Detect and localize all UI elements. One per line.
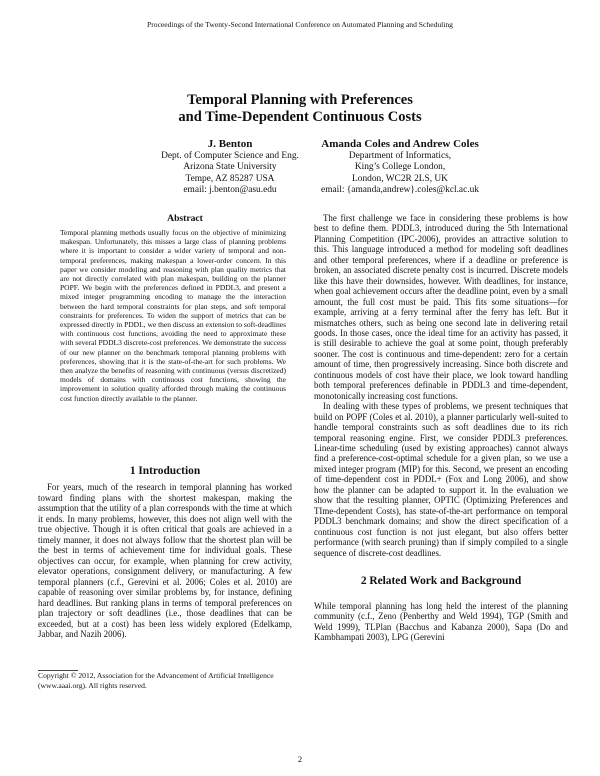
- author-name: Amanda Coles and Andrew Coles: [321, 138, 479, 150]
- paper-title: [0, 92, 600, 126]
- title-line-2: and Time-Dependent Continuous Costs: [178, 109, 422, 125]
- related-work-paragraph: While temporal planning has long held the interest of the planning community (c.f., Zeno (Penberthy and Weld 1994), TGP (Smith and Weld 1999), TLPlan (Bacchus and Kabanza 2000), Sapa (Do and Kambhampati 2003), LPG (Gerevini: [314, 600, 568, 643]
- proceedings-header: Proceedings of the Twenty-Second International Conference on Automated Planning and Scheduling: [147, 20, 453, 29]
- author-email: email: {amanda,andrew}.coles@kcl.ac.uk: [321, 185, 479, 196]
- author-block-2: [290, 138, 510, 197]
- page-number: 2: [297, 754, 303, 764]
- author-email: email: j.benton@asu.edu: [183, 185, 277, 196]
- right-paragraph-2: In dealing with these types of problems, we present techniques that build on POPF (Coles et al. 2010), a planner particularly well-suited to handle temporal constraints such as soft deadlines due to its rich temporal reasoning engine. First, we consider PDDL3 preferences. Linear-time scheduling (used by existing approaches) cannot always find a preference-cost-optimal schedule for a given plan, so we use a mixed integer program (MIP) for this. Second, we present an encoding of time-dependent cost in PDDL+ (Fox and Long 2006), and show how the planner can be adapted to support it. In the evaluation we show that the resulting planner, OPTIC (Optimizing Preferences and TIme-dependent Costs), has state-of-the-art performance on temporal PDDL3 benchmark domains; and show the direct specification of a continuous cost function is not just elegant, but also offers better performance (with search pruning) than if simply compiled to a single sequence of discrete-cost deadlines.: [314, 401, 568, 558]
- introduction-paragraph: For years, much of the research in temporal planning has worked toward finding plans with the shortest makespan, making the assumption that the utility of a plan corresponds with the time at which it ends. In many problems, however, this does not align well with the true objective. Though it is often critical that goals are achieved in a timely manner, it does not always follow that the shortest plan will be the best in terms of achievement time for individual goals. These objectives can occur, for example, when planning for crew activity, elevator operations, consignment delivery, or manufacturing. A few temporal planners (c.f., Gerevini et al. 2006; Coles et al. 2010) are capable of reasoning over similar problems by, for instance, defining hard deadlines. But ranking plans in terms of temporal preferences on plan trajectory or soft deadlines (i.e., those deadlines that can be exceeded, but at a cost) has been less widely explored (Edelkamp, Jabbar, and Nazih 2006).: [38, 482, 292, 639]
- related-work-heading: 2 Related Work and Background: [360, 575, 522, 587]
- author-dept: Department of Informatics,: [348, 151, 452, 161]
- author-address: London, WC2R 2LS, UK: [352, 173, 448, 184]
- abstract-heading: Abstract: [167, 213, 203, 224]
- right-column-text: [314, 213, 568, 558]
- introduction-heading: 1 Introduction: [129, 465, 201, 477]
- related-work-text: [314, 592, 568, 652]
- title-line-1: Temporal Planning with Preferences: [187, 92, 413, 108]
- author-affiliation: Arizona State University: [183, 162, 277, 173]
- author-address: Tempe, AZ 85287 USA: [185, 173, 275, 184]
- author-affiliation: King’s College London,: [354, 162, 446, 173]
- copyright-notice: Copyright © 2012, Association for the Advancement of Artificial Intelligence (www.aaai.org). All rights reserved.: [38, 671, 274, 690]
- introduction-text: [38, 482, 292, 640]
- abstract-text: Temporal planning methods usually focus on the objective of minimizing makespan. Unfortunately, this misses a large class of planning problems where it is important to consider a wider variety of temporal and non-temporal preferences, making makespan a lower-order concern. In this paper we consider modeling and reasoning with plan quality metrics that are not directly correlated with plan makespan, building on the planner POPF. We begin with the preferences defined in PDDL3, and present a mixed integer programming encoding to manage the the interaction between the hard temporal constraints for plan steps, and soft temporal constraints for preferences. To widen the support of metrics that can be expressed directly in PDDL, we then discuss an extension to soft-deadlines with continuous cost functions, avoiding the need to approximate these with several PDDL3 discrete-cost preferences. We demonstrate the success of our new planner on the benchmark temporal planning problems with preferences, showing that it is the state-of-the-art for such problems. We then analyze the benefits of reasoning with continuous (versus discretized) models of domains with continuous cost functions, showing the improvement in solution quality afforded through making the continuous cost function directly available to the planner.: [60, 228, 286, 403]
- author-name: J. Benton: [207, 138, 253, 150]
- author-dept: Dept. of Computer Science and Eng.: [161, 151, 299, 161]
- right-paragraph-1: The first challenge we face in considering these problems is how best to define them. PDDL3, introduced during the 5th International Planning Competition (IPC-2006), provides an attractive solution to this. This language introduced a method for modeling soft deadlines and other temporal preferences, where if a deadline or preference is broken, an associated discrete penalty cost is incurred. Discrete models like this have their downsides, however. With deadlines, for instance, when goal achievement occurs after the deadline point, even by a small amount, the full cost must be paid. This fits some situations—for example, arriving at a ferry terminal after the ferry has left. But it mismatches others, such as being one second late in delivering retail goods. In those cases, once the ideal time for an activity has passed, it is still desirable to achieve the goal at some point, though preferably sooner. The cost is continuous and time-dependent: zero for a certain amount of time, then progressively increasing. Since both discrete and continuous models of cost have their place, we look toward handling both temporal preferences definable in PDDL3 and time-dependent, monotonically increasing cost functions.: [314, 213, 568, 401]
